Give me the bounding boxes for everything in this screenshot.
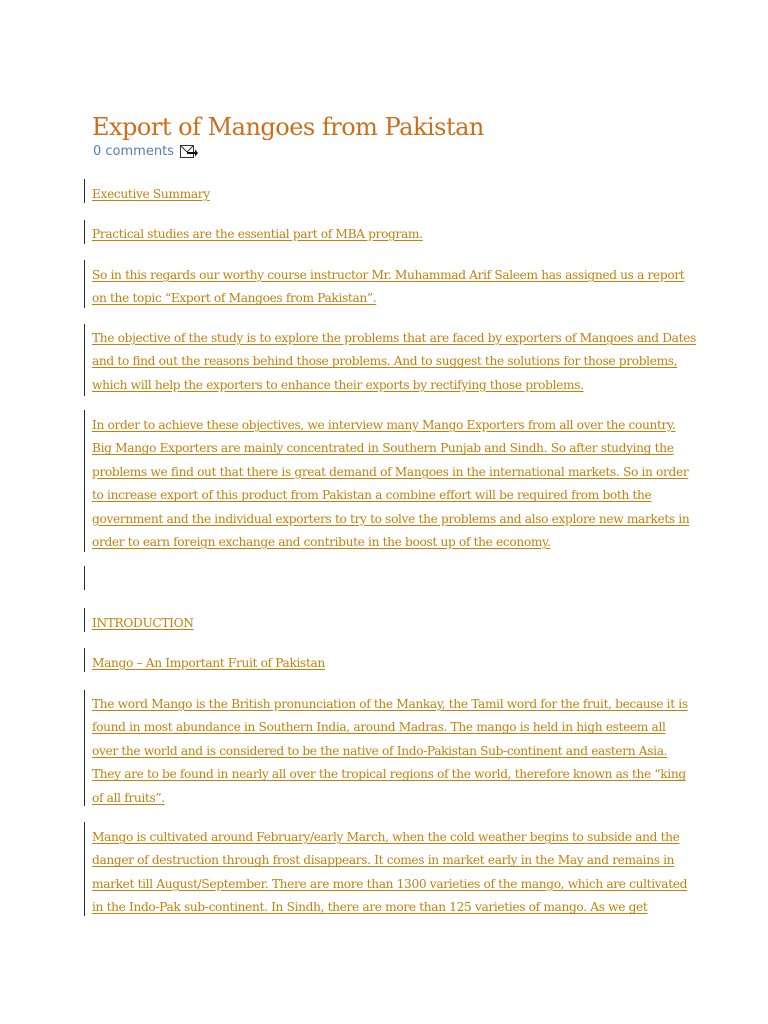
text-line: Executive Summary xyxy=(92,187,210,201)
text-line: The word Mango is the British pronunciation of the Mankay, the Tamil word for the fruit, because it is xyxy=(92,697,688,711)
text-line: of all fruits”. xyxy=(92,790,165,805)
paragraph xyxy=(92,826,688,920)
paragraph xyxy=(92,264,685,311)
revision-bar xyxy=(84,608,85,632)
text-line: The objective of the study is to explore the problems that are faced by exporters of Mangoes and Dates xyxy=(92,331,696,345)
paragraph xyxy=(92,414,690,554)
revision-bar xyxy=(84,410,85,552)
text-line: and to find out the reasons behind those problems. And to suggest the solutions for those problems, xyxy=(92,354,678,369)
revision-bar xyxy=(84,822,85,916)
text-line: government and the individual exporters to try to solve the problems and also explore new markets in xyxy=(92,511,690,526)
text-line: INTRODUCTION xyxy=(92,616,194,630)
revision-bar xyxy=(84,324,85,396)
paragraph xyxy=(92,652,677,675)
text-line: over the world and is considered to be the native of Indo-Pakistan Sub-continent and eastern Asia. xyxy=(92,743,668,758)
text-line: Big Mango Exporters are mainly concentrated in Southern Punjab and Sindh. So after studying the xyxy=(92,441,674,456)
text-line: in the Indo-Pak sub-continent. In Sindh, there are more than 125 varieties of mango. As we get xyxy=(92,900,648,915)
paragraph xyxy=(92,693,688,810)
revision-bar xyxy=(84,220,85,244)
text-line: Practical studies are the essential part of MBA program. xyxy=(92,227,423,241)
email-post-icon[interactable] xyxy=(180,145,198,159)
text-line: market till August/September. There are more than 1300 varieties of the mango, which are cultivated xyxy=(92,876,688,891)
text-line: Mango is cultivated around February/early March, when the cold weather begins to subside and the xyxy=(92,830,680,844)
revision-bar xyxy=(84,566,85,590)
paragraph xyxy=(92,223,677,246)
text-line: They are to be found in nearly all over the tropical regions of the world, therefore known as the “king xyxy=(92,767,686,782)
revision-bar xyxy=(84,648,85,672)
paragraph xyxy=(92,183,677,206)
revision-bar xyxy=(84,260,85,308)
text-line: to increase export of this product from Pakistan a combine effort will be required from both the xyxy=(92,488,652,503)
text-line: In order to achieve these objectives, we interview many Mango Exporters from all over the country. xyxy=(92,418,676,432)
comments-link[interactable]: 0 comments xyxy=(93,144,174,159)
paragraph xyxy=(92,612,677,635)
paragraph xyxy=(92,327,696,397)
revision-bar xyxy=(84,179,85,203)
text-line: Mango – An Important Fruit of Pakistan xyxy=(92,656,325,670)
text-line: found in most abundance in Southern India, around Madras. The mango is held in high esteem all xyxy=(92,720,666,735)
text-line: which will help the exporters to enhance their exports by rectifying those problems. xyxy=(92,377,584,392)
revision-bar xyxy=(84,690,85,806)
text-line: on the topic “Export of Mangoes from Pakistan”. xyxy=(92,291,377,306)
text-line: order to earn foreign exchange and contribute in the boost up of the economy. xyxy=(92,535,551,550)
text-line: So in this regards our worthy course instructor Mr. Muhammad Arif Saleem has assigned us a report xyxy=(92,268,685,282)
text-line: danger of destruction through frost disappears. It comes in market early in the May and remains in xyxy=(92,853,675,868)
post-title: Export of Mangoes from Pakistan xyxy=(92,113,484,141)
text-line: problems we find out that there is great demand of Mangoes in the international markets. So in order xyxy=(92,464,689,479)
post-meta xyxy=(93,144,198,159)
